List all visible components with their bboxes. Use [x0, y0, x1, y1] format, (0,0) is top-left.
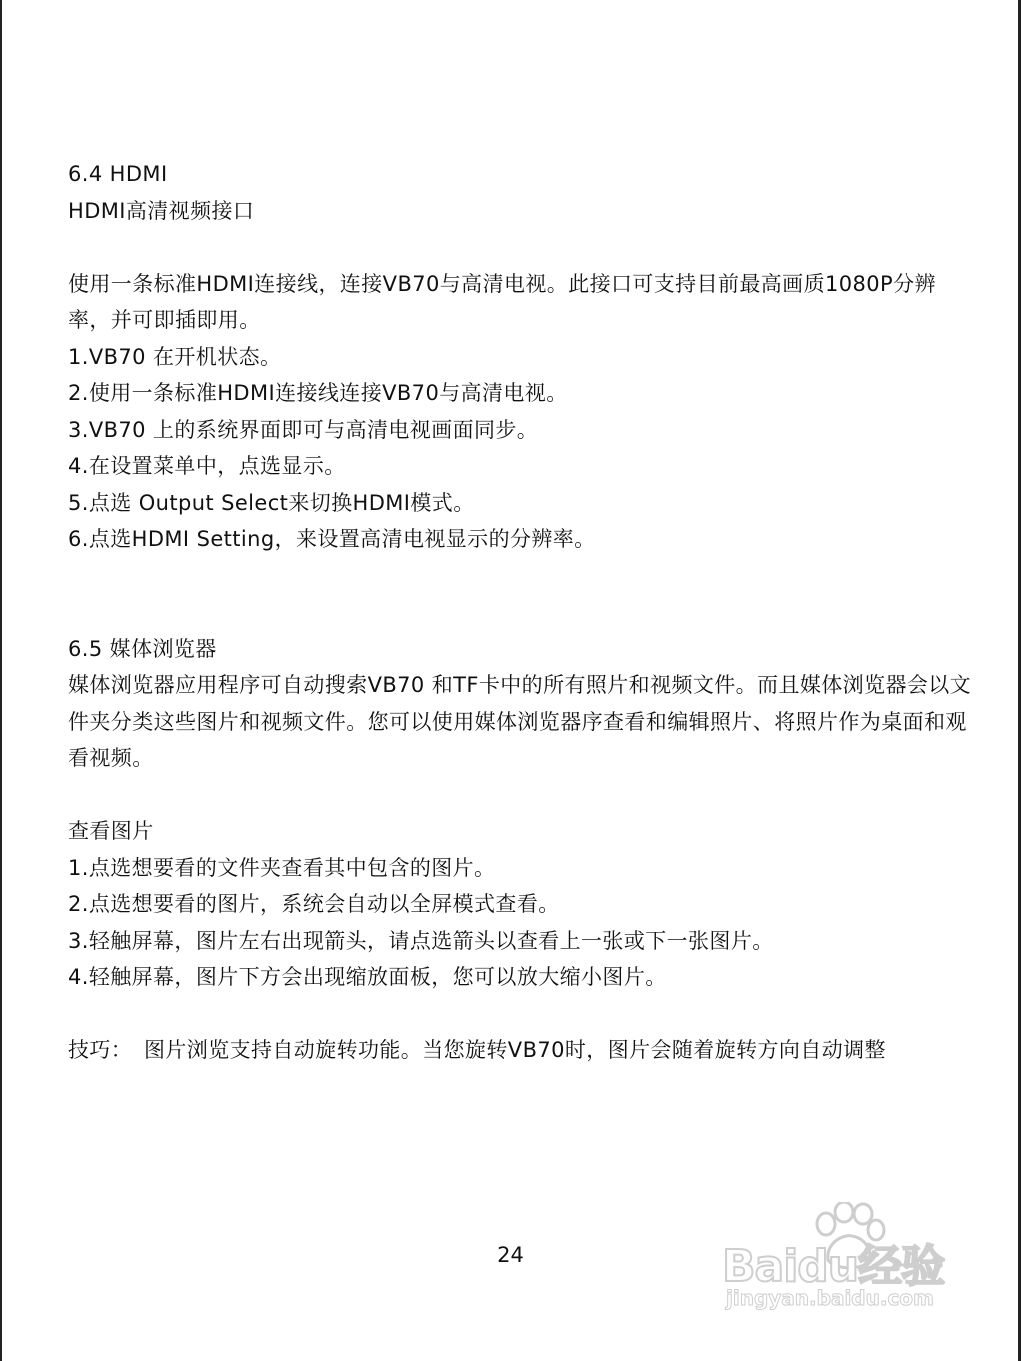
view-step: 3.轻触屏幕，图片左右出现箭头，请点选箭头以查看上一张或下一张图片。 [68, 928, 774, 953]
hdmi-step: 4.在设置菜单中，点选显示。 [68, 454, 346, 478]
section-subtitle-hdmi: HDMI高清视频接口 [68, 198, 255, 223]
page-number: 24 [497, 1243, 524, 1267]
document-body [68, 156, 978, 1069]
hdmi-step: 5.点选 Output Select来切换HDMI模式。 [68, 490, 475, 515]
tip-text: 图片浏览支持自动旋转功能。当您旋转VB70时，图片会随着旋转方向自动调整 [144, 1038, 886, 1062]
hdmi-step: 6.点选HDMI Setting，来设置高清电视显示的分辨率。 [68, 527, 596, 551]
media-intro-paragraph: 媒体浏览器应用程序可自动搜索VB70 和TF卡中的所有照片和视频文件。而且媒体浏览器会以文件夹分类这些图片和视频文件。您可以使用媒体浏览器序查看和编辑照片、将照片作为桌面和观看视频。 [68, 673, 972, 770]
view-step: 2.点选想要看的图片，系统会自动以全屏模式查看。 [68, 892, 560, 916]
watermark-url: jingyan.baidu.com [726, 1286, 934, 1310]
section-heading-media: 6.5 媒体浏览器 [68, 636, 217, 661]
section-heading-hdmi: 6.4 HDMI [68, 162, 168, 186]
baidu-watermark [722, 1202, 962, 1320]
page-border-left [0, 0, 2, 1361]
view-step: 1.点选想要看的文件夹查看其中包含的图片。 [68, 855, 496, 880]
watermark-logo-text: Baidu经验 [722, 1241, 945, 1292]
tip-label: 技巧： [68, 1038, 133, 1062]
hdmi-step: 2.使用一条标准HDMI连接线连接VB70与高清电视。 [68, 381, 568, 405]
hdmi-step: 1.VB70 在开机状态。 [68, 344, 282, 369]
hdmi-step: 3.VB70 上的系统界面即可与高清电视画面同步。 [68, 417, 539, 442]
tip-block [68, 1032, 978, 1069]
view-pictures-title: 查看图片 [68, 819, 154, 843]
view-step: 4.轻触屏幕，图片下方会出现缩放面板，您可以放大缩小图片。 [68, 965, 667, 989]
hdmi-intro-paragraph: 使用一条标准HDMI连接线，连接VB70与高清电视。此接口可支持目前最高画质1080P分辨率，并可即插即用。 [68, 271, 936, 332]
